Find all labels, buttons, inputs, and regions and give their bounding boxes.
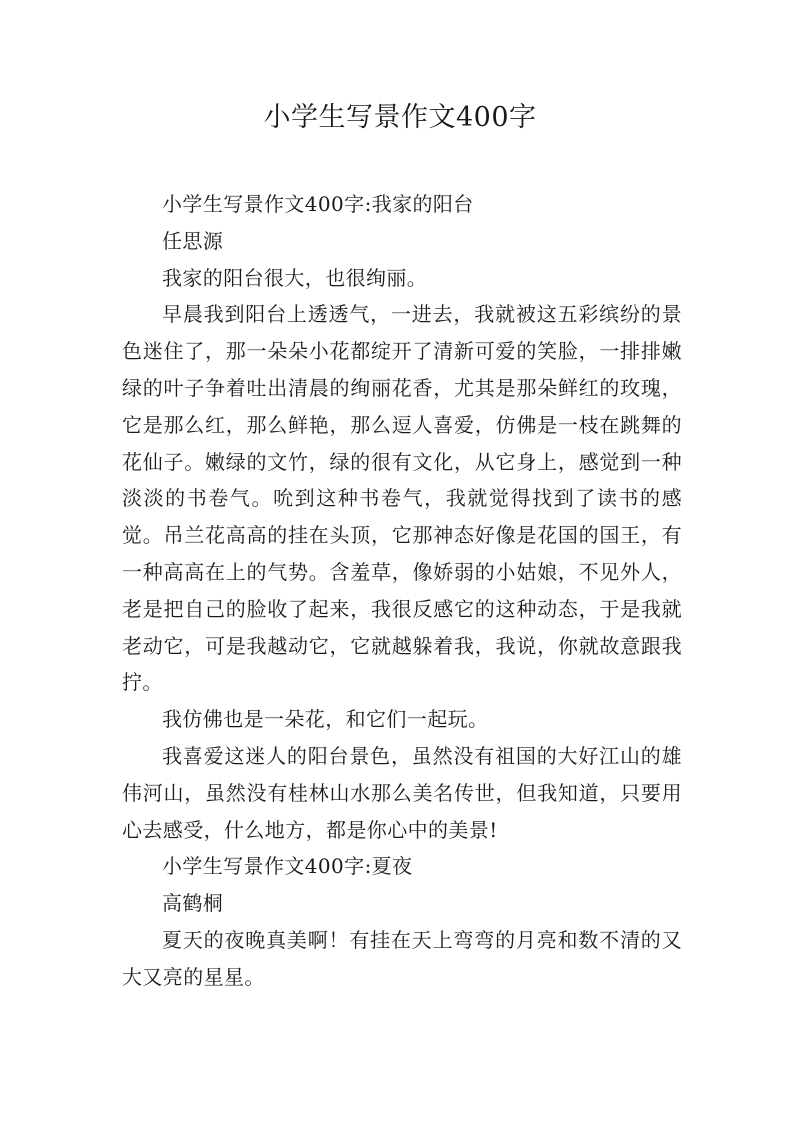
document-title: 小学生写景作文400字	[263, 102, 537, 133]
paragraph: 夏天的夜晚真美啊！有挂在天上弯弯的月亮和数不清的又大又亮的星星。	[122, 927, 682, 989]
paragraph: 我喜爱这迷人的阳台景色，虽然没有祖国的大好江山的雄伟河山，虽然没有桂林山水那么美名传世，但我知道，只要用心去感受，什么地方，都是你心中的美景!	[122, 743, 682, 842]
paragraph: 早晨我到阳台上透透气，一进去，我就被这五彩缤纷的景色迷住了，那一朵朵小花都绽开了清新可爱的笑脸，一排排嫩绿的叶子争着吐出清晨的绚丽花香，尤其是那朵鲜红的玫瑰，它是那么红，那么鲜艳，那么逗人喜爱，仿佛是一枝在跳舞的花仙子。嫩绿的文竹，绿的很有文化，从它身上，感觉到一种淡淡的书卷气。吮到这种书卷气，我就觉得找到了读书的感觉。吊兰花高高的挂在头顶，它那神态好像是花国的国王，有一种高高在上的气势。含羞草，像娇弱的小姑娘，不见外人，老是把自己的脸收了起来，我很反感它的这种动态，于是我就老动它，可是我越动它，它就越躲着我，我说，你就故意跟我拧。	[122, 302, 682, 695]
paragraph: 我家的阳台很大，也很绚丽。	[162, 265, 428, 290]
section-heading-summer-night: 小学生写景作文400字:夏夜	[162, 854, 413, 879]
author-name: 高鹤桐	[162, 891, 224, 916]
author-name: 任思源	[162, 228, 224, 253]
document-body	[122, 186, 682, 996]
section-heading-balcony: 小学生写景作文400字:我家的阳台	[162, 192, 474, 216]
paragraph: 我仿佛也是一朵花，和它们一起玩。	[162, 707, 489, 732]
